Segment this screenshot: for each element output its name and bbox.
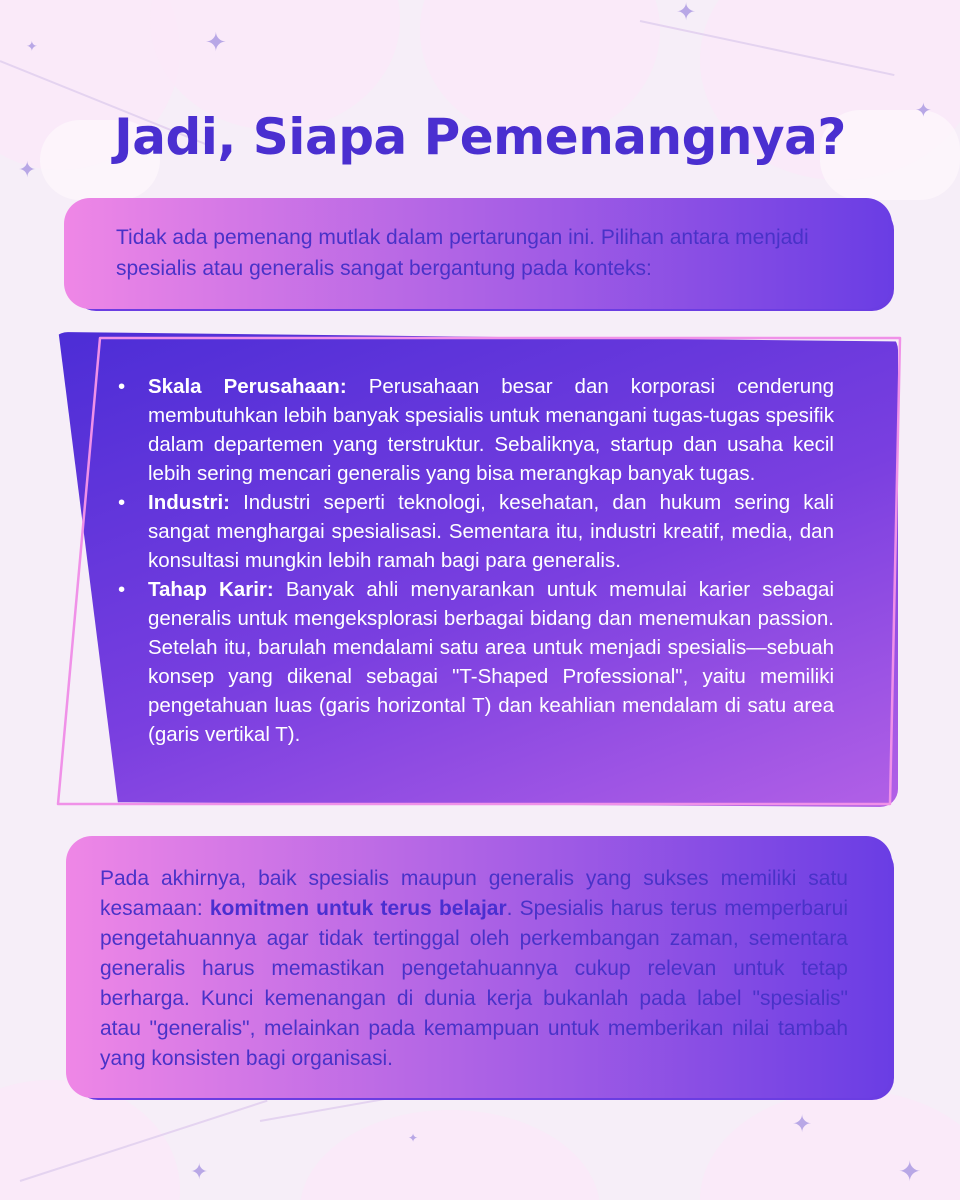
sparkle-icon: ✦ [408,1131,419,1145]
point-text: Banyak ahli menyarankan untuk memulai karier sebagai generalis untuk mengeksplorasi berbagai bidang dan menemukan passion. Setelah itu, barulah mendalami satu area untuk menjadi spesialis—sebuah konsep yang dikenal sebagai "T-Shaped Professional", yaitu memiliki pengetahuan luas (garis horizontal T) dan keahlian mendalam di satu area (garis vertikal T). [148,578,835,746]
sparkle-icon: ✦ [898,1155,922,1188]
conclusion-lead: Pada akhirnya, baik spesialis maupun generalis yang sukses memiliki satu kesamaan: [100,867,848,920]
sparkle-icon: ✦ [26,39,38,55]
point-text: Perusahaan besar dan korporasi cenderung membutuhkan lebih banyak spesialis untuk menangani tugas-tugas spesifik dalam departemen yang terstruktur. Sebaliknya, startup dan usaha kecil lebih sering mencari generalis yang bisa merangkap banyak tugas. [148,375,834,485]
background-bubble [300,1110,600,1200]
bullet-icon: • [118,491,126,514]
intro-card [68,202,888,305]
context-list [118,372,834,749]
sparkle-icon: ✦ [792,1110,813,1138]
conclusion-highlight: komitmen untuk terus belajar [209,897,507,920]
intro-text: Tidak ada pemenang mutlak dalam pertarungan ini. Pilihan antara menjadi spesialis atau generalis sangat bergantung pada konteks: [116,226,809,280]
list-item [118,372,834,488]
point-label: Tahap Karir: [148,578,274,601]
bullet-icon: • [118,375,126,398]
list-item [118,488,834,575]
conclusion-card [70,840,888,1094]
point-label: Skala Perusahaan: [148,375,347,398]
sparkle-icon: ✦ [676,0,697,26]
bullet-icon: • [118,578,126,601]
page-title: Jadi, Siapa Pemenangnya? [114,108,846,166]
point-text: Industri seperti teknologi, kesehatan, dan hukum sering kali sangat menghargai spesialisasi. Sementara itu, industri kreatif, media, dan konsultasi mungkin lebih ramah bagi para generalis. [148,491,834,572]
conclusion-rest: . Spesialis harus terus memperbarui pengetahuannya agar tidak tertinggal oleh perkembangan zaman, sementara generalis harus memastikan pengetahuannya cukup relevan untuk tetap berharga. Kunci kemenangan di dunia kerja bukanlah pada label "spesialis" atau "generalis", melainkan pada kemampuan untuk memberikan nilai tambah yang konsisten bagi organisasi. [100,897,848,1070]
background-bubble [0,1080,180,1200]
sparkle-icon: ✦ [205,28,227,58]
sparkle-icon: ✦ [190,1160,209,1185]
sparkle-icon: ✦ [18,158,37,183]
sparkle-icon: ✦ [915,98,932,122]
list-item [118,575,834,749]
conclusion-text [100,864,848,1074]
point-label: Industri: [148,491,230,514]
